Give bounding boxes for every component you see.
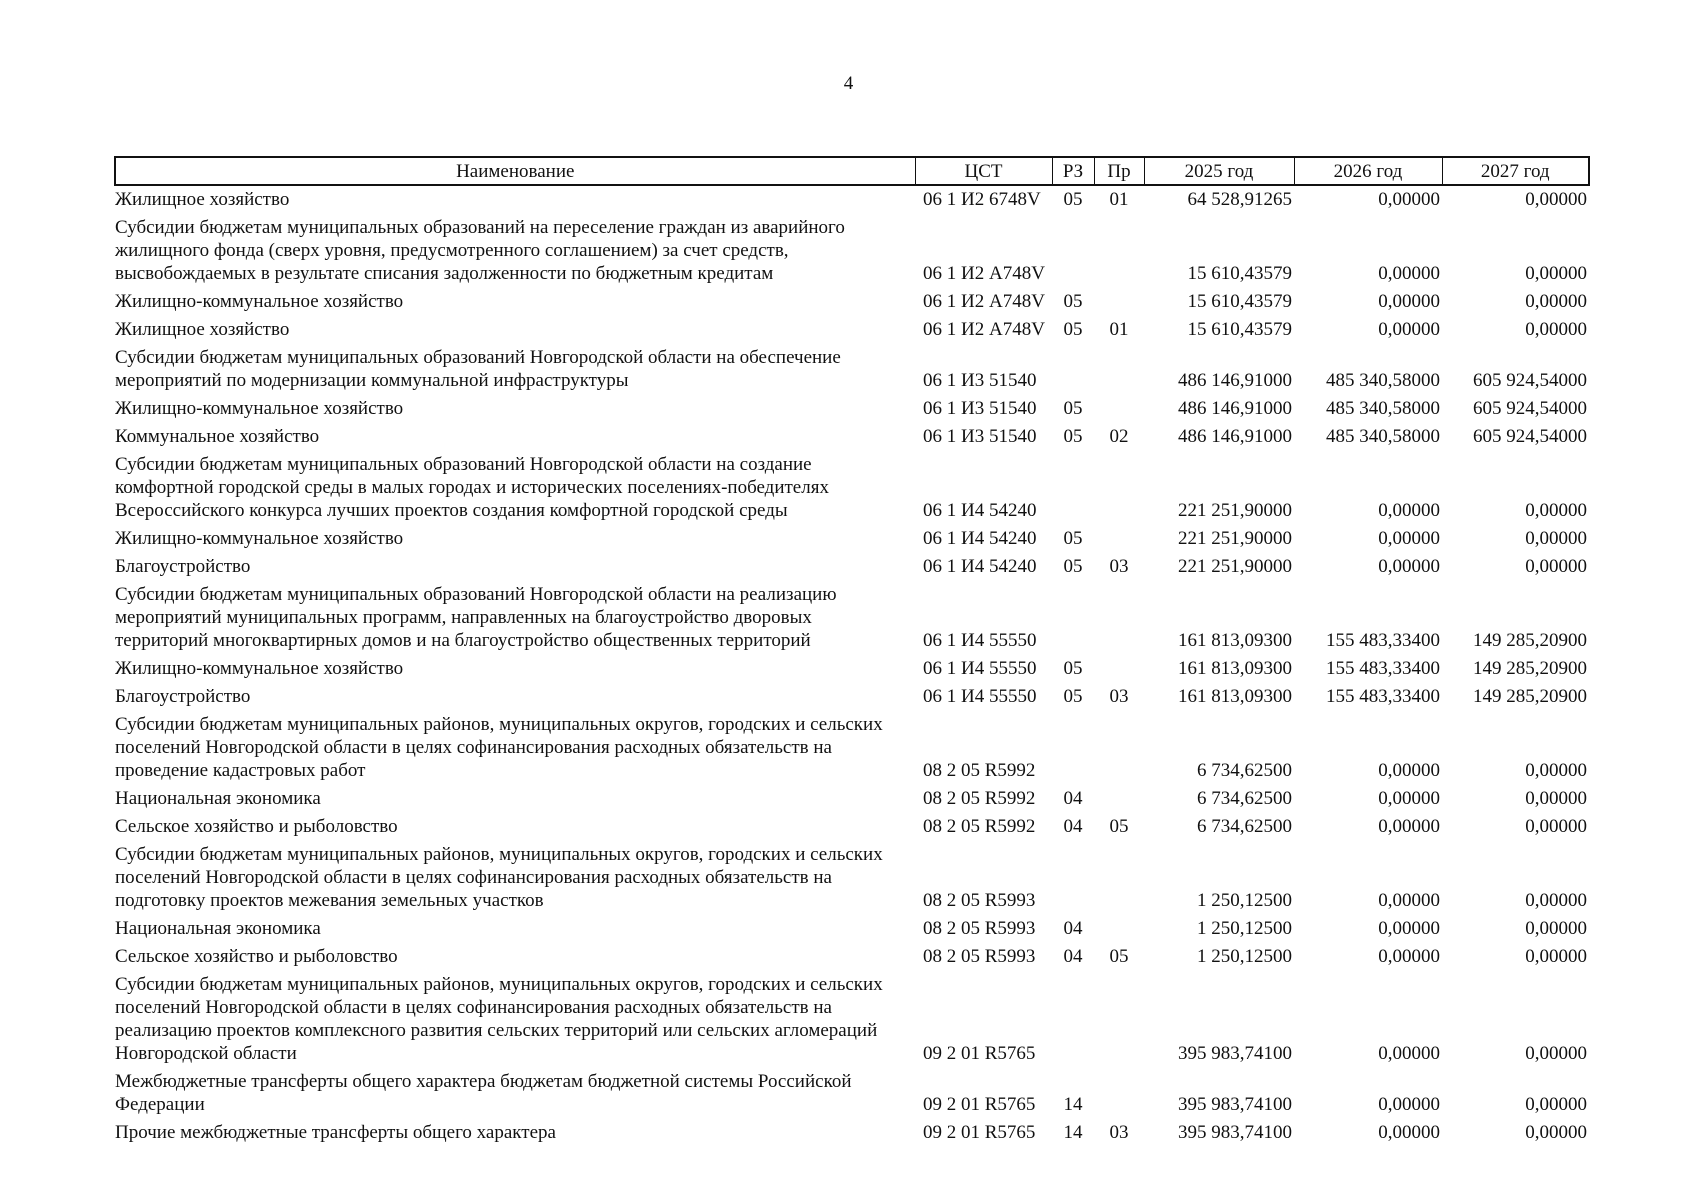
cell-name: Жилищное хозяйство (115, 319, 290, 340)
cell-2027: 0,00000 (1525, 500, 1587, 521)
cell-rz (1052, 214, 1094, 288)
column-header-pr: Пр (1094, 157, 1144, 185)
cell-2025: 1 250,12500 (1197, 890, 1292, 911)
cell-cst: 08 2 05 R5993 (923, 946, 1036, 967)
cell-2026: 0,00000 (1378, 816, 1440, 837)
cell-rz: 04 (1063, 946, 1083, 967)
cell-2025: 64 528,91265 (1187, 189, 1292, 210)
cell-2026: 485 340,58000 (1326, 398, 1440, 419)
column-header-name: Наименование (115, 157, 915, 185)
cell-2026: 155 483,33400 (1326, 686, 1440, 707)
cell-pr (1094, 344, 1144, 395)
cell-pr (1094, 971, 1144, 1068)
cell-cst: 09 2 01 R5765 (923, 1043, 1036, 1064)
table-row (115, 1119, 1589, 1147)
cell-2027: 149 285,20900 (1473, 630, 1587, 651)
cell-2026: 0,00000 (1378, 189, 1440, 210)
cell-name: Прочие межбюджетные трансферты общего характера (115, 1122, 556, 1143)
cell-pr (1094, 655, 1144, 683)
cell-rz (1052, 581, 1094, 655)
cell-2026: 0,00000 (1378, 500, 1440, 521)
cell-name: Субсидии бюджетам муниципальных районов, муниципальных округов, городских и сельских поселений Новгородской области в целях софинансирования расходных обязательств на реализацию проектов комплексного развития сельских территорий или сельских агломераций Новгородской области (115, 974, 883, 1064)
cell-cst: 09 2 01 R5765 (923, 1122, 1036, 1143)
cell-cst: 06 1 И2 А748V (923, 319, 1045, 340)
cell-rz (1052, 451, 1094, 525)
cell-2027: 149 285,20900 (1473, 658, 1587, 679)
cell-2026: 0,00000 (1378, 263, 1440, 284)
cell-pr (1094, 711, 1144, 785)
column-header-2025: 2025 год (1144, 157, 1294, 185)
cell-2027: 0,00000 (1525, 291, 1587, 312)
cell-2027: 0,00000 (1525, 1122, 1587, 1143)
cell-name: Благоустройство (115, 686, 251, 707)
cell-2027: 0,00000 (1525, 816, 1587, 837)
cell-2027: 0,00000 (1525, 1094, 1587, 1115)
cell-cst: 08 2 05 R5992 (923, 816, 1036, 837)
cell-name: Благоустройство (115, 556, 251, 577)
cell-cst: 06 1 И4 54240 (923, 556, 1037, 577)
table-row (115, 971, 1589, 1068)
table-row (115, 943, 1589, 971)
cell-rz (1052, 971, 1094, 1068)
cell-2025: 161 813,09300 (1178, 630, 1292, 651)
cell-pr: 03 (1109, 1122, 1129, 1143)
cell-rz: 05 (1063, 658, 1083, 679)
cell-cst: 06 1 И4 54240 (923, 500, 1037, 521)
cell-cst: 08 2 05 R5992 (923, 760, 1036, 781)
cell-2027: 0,00000 (1525, 918, 1587, 939)
cell-2027: 605 924,54000 (1473, 398, 1587, 419)
cell-2027: 605 924,54000 (1473, 426, 1587, 447)
table-header-row (115, 157, 1589, 185)
table-row (115, 813, 1589, 841)
cell-name: Жилищное хозяйство (115, 189, 290, 210)
cell-name: Жилищно-коммунальное хозяйство (115, 291, 404, 312)
cell-pr (1094, 785, 1144, 813)
table-row (115, 581, 1589, 655)
table-row (115, 451, 1589, 525)
cell-pr (1094, 841, 1144, 915)
cell-name: Межбюджетные трансферты общего характера бюджетам бюджетной системы Российской Федерации (115, 1071, 852, 1115)
table-body (115, 185, 1589, 1147)
cell-2026: 0,00000 (1378, 788, 1440, 809)
cell-cst: 06 1 И3 51540 (923, 426, 1037, 447)
cell-cst: 08 2 05 R5993 (923, 918, 1036, 939)
cell-rz: 05 (1063, 291, 1083, 312)
cell-pr (1094, 214, 1144, 288)
cell-pr (1094, 451, 1144, 525)
cell-name: Сельское хозяйство и рыболовство (115, 816, 398, 837)
cell-2026: 485 340,58000 (1326, 426, 1440, 447)
cell-2026: 0,00000 (1378, 528, 1440, 549)
cell-pr: 02 (1109, 426, 1129, 447)
cell-2026: 0,00000 (1378, 1043, 1440, 1064)
cell-2027: 149 285,20900 (1473, 686, 1587, 707)
cell-2025: 221 251,90000 (1178, 528, 1292, 549)
cell-2027: 0,00000 (1525, 946, 1587, 967)
cell-2025: 15 610,43579 (1187, 319, 1292, 340)
table-row (115, 423, 1589, 451)
cell-cst: 06 1 И2 А748V (923, 263, 1045, 284)
cell-2025: 161 813,09300 (1178, 686, 1292, 707)
cell-pr (1094, 581, 1144, 655)
cell-rz: 04 (1063, 918, 1083, 939)
cell-pr (1094, 288, 1144, 316)
cell-2025: 395 983,74100 (1178, 1043, 1292, 1064)
cell-pr: 01 (1109, 189, 1129, 210)
cell-rz (1052, 841, 1094, 915)
cell-2027: 0,00000 (1525, 1043, 1587, 1064)
table-row (115, 344, 1589, 395)
cell-name: Субсидии бюджетам муниципальных образований на переселение граждан из аварийного жилищного фонда (сверх уровня, предусмотренного соглашением) за счет средств, высвобождаемых в результате списания задолженности по бюджетным кредитам (115, 217, 845, 284)
cell-name: Национальная экономика (115, 918, 321, 939)
cell-2025: 395 983,74100 (1178, 1122, 1292, 1143)
cell-name: Коммунальное хозяйство (115, 426, 320, 447)
table-row (115, 288, 1589, 316)
column-header-2026: 2026 год (1294, 157, 1442, 185)
cell-rz (1052, 344, 1094, 395)
cell-rz: 14 (1063, 1122, 1083, 1143)
cell-name: Национальная экономика (115, 788, 321, 809)
table-row (115, 214, 1589, 288)
cell-2027: 0,00000 (1525, 890, 1587, 911)
cell-pr: 05 (1109, 946, 1129, 967)
cell-2026: 0,00000 (1378, 1122, 1440, 1143)
cell-2026: 0,00000 (1378, 291, 1440, 312)
cell-name: Субсидии бюджетам муниципальных районов, муниципальных округов, городских и сельских поселений Новгородской области в целях софинансирования расходных обязательств на проведение кадастровых работ (115, 714, 883, 781)
cell-2026: 0,00000 (1378, 946, 1440, 967)
cell-pr: 01 (1109, 319, 1129, 340)
column-header-2027: 2027 год (1442, 157, 1589, 185)
cell-2025: 395 983,74100 (1178, 1094, 1292, 1115)
cell-rz: 14 (1063, 1094, 1083, 1115)
table-row (115, 525, 1589, 553)
table-row (115, 185, 1589, 214)
cell-2026: 0,00000 (1378, 319, 1440, 340)
cell-2025: 6 734,62500 (1197, 760, 1292, 781)
cell-name: Жилищно-коммунальное хозяйство (115, 658, 404, 679)
cell-cst: 06 1 И3 51540 (923, 398, 1037, 419)
cell-rz: 05 (1063, 426, 1083, 447)
column-header-cst: ЦСТ (915, 157, 1052, 185)
cell-2025: 1 250,12500 (1197, 946, 1292, 967)
cell-rz: 05 (1063, 189, 1083, 210)
cell-name: Субсидии бюджетам муниципальных образований Новгородской области на реализацию мероприятий муниципальных программ, направленных на благоустройство дворовых территорий многоквартирных домов и на благоустройство общественных территорий (115, 584, 837, 651)
cell-2026: 155 483,33400 (1326, 630, 1440, 651)
budget-table (114, 156, 1590, 1147)
cell-2025: 6 734,62500 (1197, 816, 1292, 837)
cell-rz: 05 (1063, 556, 1083, 577)
table-row (115, 553, 1589, 581)
cell-2025: 6 734,62500 (1197, 788, 1292, 809)
cell-2027: 0,00000 (1525, 556, 1587, 577)
cell-2027: 0,00000 (1525, 760, 1587, 781)
cell-2026: 0,00000 (1378, 890, 1440, 911)
cell-pr (1094, 915, 1144, 943)
cell-2025: 15 610,43579 (1187, 291, 1292, 312)
cell-cst: 06 1 И4 55550 (923, 630, 1037, 651)
cell-name: Субсидии бюджетам муниципальных районов, муниципальных округов, городских и сельских поселений Новгородской области в целях софинансирования расходных обязательств на подготовку проектов межевания земельных участков (115, 844, 883, 911)
cell-2026: 0,00000 (1378, 760, 1440, 781)
cell-2026: 0,00000 (1378, 1094, 1440, 1115)
cell-cst: 06 1 И4 54240 (923, 528, 1037, 549)
cell-cst: 09 2 01 R5765 (923, 1094, 1036, 1115)
cell-pr: 03 (1109, 556, 1129, 577)
cell-pr: 05 (1109, 816, 1129, 837)
cell-name: Жилищно-коммунальное хозяйство (115, 528, 404, 549)
table-row (115, 915, 1589, 943)
cell-rz: 04 (1063, 788, 1083, 809)
cell-2025: 221 251,90000 (1178, 556, 1292, 577)
cell-pr (1094, 525, 1144, 553)
cell-rz: 04 (1063, 816, 1083, 837)
cell-2026: 155 483,33400 (1326, 658, 1440, 679)
cell-2025: 1 250,12500 (1197, 918, 1292, 939)
cell-name: Сельское хозяйство и рыболовство (115, 946, 398, 967)
cell-2027: 0,00000 (1525, 263, 1587, 284)
table-row (115, 785, 1589, 813)
page-number: 4 (843, 73, 854, 94)
cell-2026: 485 340,58000 (1326, 370, 1440, 391)
cell-cst: 06 1 И2 А748V (923, 291, 1045, 312)
cell-cst: 06 1 И3 51540 (923, 370, 1037, 391)
cell-name: Субсидии бюджетам муниципальных образований Новгородской области на создание комфортной городской среды в малых городах и исторических поселениях-победителях Всероссийского конкурса лучших проектов создания комфортной городской среды (115, 454, 829, 521)
cell-name: Жилищно-коммунальное хозяйство (115, 398, 404, 419)
cell-2027: 605 924,54000 (1473, 370, 1587, 391)
cell-cst: 08 2 05 R5993 (923, 890, 1036, 911)
cell-2025: 161 813,09300 (1178, 658, 1292, 679)
cell-2027: 0,00000 (1525, 788, 1587, 809)
cell-pr (1094, 1068, 1144, 1119)
cell-cst: 06 1 И2 6748V (923, 189, 1041, 210)
cell-cst: 06 1 И4 55550 (923, 686, 1037, 707)
cell-pr: 03 (1109, 686, 1129, 707)
cell-name: Субсидии бюджетам муниципальных образований Новгородской области на обеспечение мероприятий по модернизации коммунальной инфраструктуры (115, 347, 841, 391)
table-row (115, 316, 1589, 344)
cell-2027: 0,00000 (1525, 319, 1587, 340)
cell-2025: 221 251,90000 (1178, 500, 1292, 521)
table-row (115, 655, 1589, 683)
cell-cst: 06 1 И4 55550 (923, 658, 1037, 679)
cell-pr (1094, 395, 1144, 423)
cell-2027: 0,00000 (1525, 189, 1587, 210)
cell-2025: 486 146,91000 (1178, 398, 1292, 419)
cell-2026: 0,00000 (1378, 556, 1440, 577)
cell-2026: 0,00000 (1378, 918, 1440, 939)
table-row (115, 711, 1589, 785)
cell-rz: 05 (1063, 398, 1083, 419)
cell-rz: 05 (1063, 686, 1083, 707)
cell-cst: 08 2 05 R5992 (923, 788, 1036, 809)
cell-rz: 05 (1063, 528, 1083, 549)
table-row (115, 841, 1589, 915)
cell-rz: 05 (1063, 319, 1083, 340)
table-row (115, 683, 1589, 711)
table-row (115, 395, 1589, 423)
cell-2027: 0,00000 (1525, 528, 1587, 549)
cell-rz (1052, 711, 1094, 785)
cell-2025: 486 146,91000 (1178, 426, 1292, 447)
table-row (115, 1068, 1589, 1119)
column-header-rz: РЗ (1052, 157, 1094, 185)
cell-2025: 15 610,43579 (1187, 263, 1292, 284)
cell-2025: 486 146,91000 (1178, 370, 1292, 391)
